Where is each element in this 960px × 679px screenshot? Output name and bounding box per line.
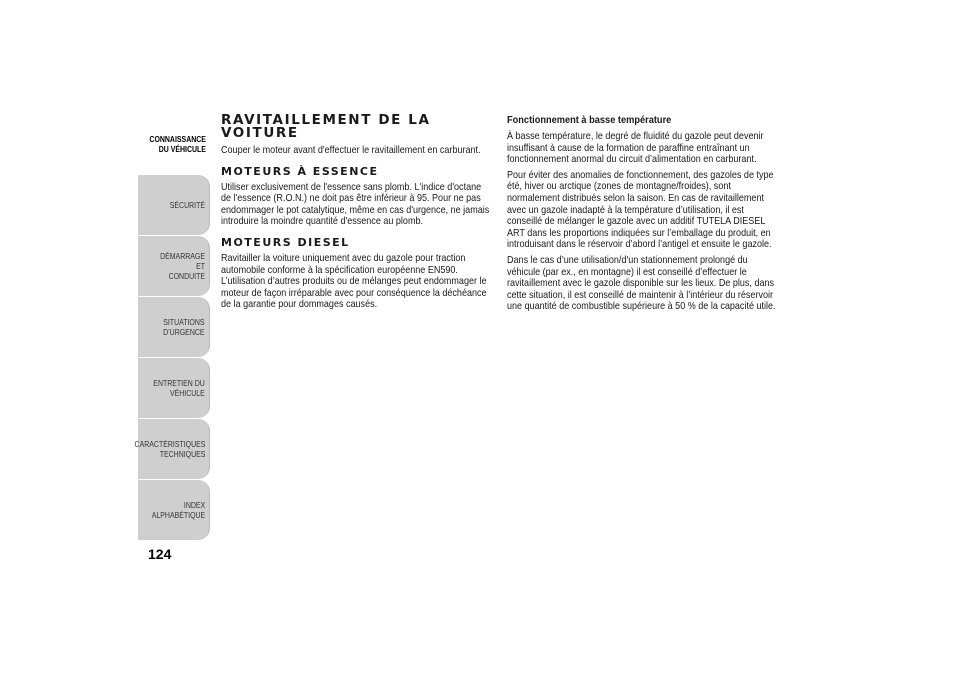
tab-connaissance-du-vehicule[interactable] — [138, 114, 210, 174]
tab-caracteristiques-techniques[interactable] — [134, 419, 210, 479]
low-temperature-para-3: Dans le cas d’une utilisation/d'un stationnement prolongé du véhicule (par ex., en montagne) il est conseillé d’effectuer le ravitaillement avec le gazole disponible sur les lieux. De plus, dans cette situation, il est conseillé de maintenir à l’intérieur du réservoir une quantité de combustible supérieure à 50 % de la capacité utile. — [507, 253, 776, 313]
tab-situations-d-urgence[interactable] — [138, 297, 210, 357]
tab-label: SÉCURITÉ — [169, 200, 205, 210]
low-temperature-para-2: Pour éviter des anomalies de fonctionnement, des gazoles de type été, hiver ou arctique (zones de montagne/froides), sont normalement distribués selon la saison. En cas de ravitaillement avec un gazole inadapté à la température d’utilisation, il est conseillé de mélanger le gazole avec un additif TUTELA DIESEL ART dans les proportions indiquées sur l’emballage du produit, en introduisant dans le réservoir d’abord l’antigel et ensuite le gazole. — [507, 168, 774, 251]
intro-text: Couper le moteur avant d'effectuer le ravitaillement en carburant. — [221, 144, 481, 156]
diesel-text: Ravitailler la voiture uniquement avec du gazole pour traction automobile conforme à la spécification européenne EN590. L’utilisation d’autres produits ou de mélanges peut endommager le moteur de façon irréparable avec pour conséquence la déchéance de la garantie pour dommages causés. — [221, 251, 487, 311]
chapter-sidebar — [134, 114, 210, 539]
page-number: 124 — [148, 546, 172, 562]
low-temperature-heading: Fonctionnement à basse température — [507, 114, 672, 126]
right-column — [507, 114, 777, 317]
diesel-heading: MOTEURS DIESEL — [221, 235, 350, 249]
tab-demarrage-et-conduite[interactable] — [138, 236, 210, 296]
low-temperature-para-1: À basse température, le degré de fluidité du gazole peut devenir insuffisant à cause de la formation de paraffine entraînant un fonctionnement anormal du circuit d’alimentation en carburant. — [507, 130, 764, 166]
tab-label: ENTRETIEN DU VÉHICULE — [153, 378, 205, 398]
tab-label: INDEX ALPHABÉTIQUE — [151, 500, 205, 520]
tab-label: SITUATIONS D’URGENCE — [163, 317, 205, 337]
tab-securite[interactable] — [138, 175, 210, 235]
section-title: RAVITAILLEMENT DE LA VOITURE — [221, 112, 431, 141]
tab-entretien-du-vehicule[interactable] — [138, 358, 210, 418]
tab-label: CARACTÉRISTIQUES TECHNIQUES — [134, 439, 205, 459]
tab-index-alphabetique[interactable] — [138, 480, 210, 540]
essence-heading: MOTEURS À ESSENCE — [221, 164, 379, 178]
tab-label: CONNAISSANCE DU VÉHICULE — [149, 134, 206, 154]
essence-text: Utiliser exclusivement de l'essence sans plomb. L'indice d'octane de l'essence (R.O.N.) ne doit pas être inférieur à 95. Pour ne pas endommager le pot catalytique, même en cas d'urgence, ne jamais introduire la moindre quantité d'essence au plomb. — [221, 180, 490, 228]
left-column — [221, 114, 491, 315]
tab-label: DÉMARRAGE ET CONDUITE — [160, 251, 205, 281]
